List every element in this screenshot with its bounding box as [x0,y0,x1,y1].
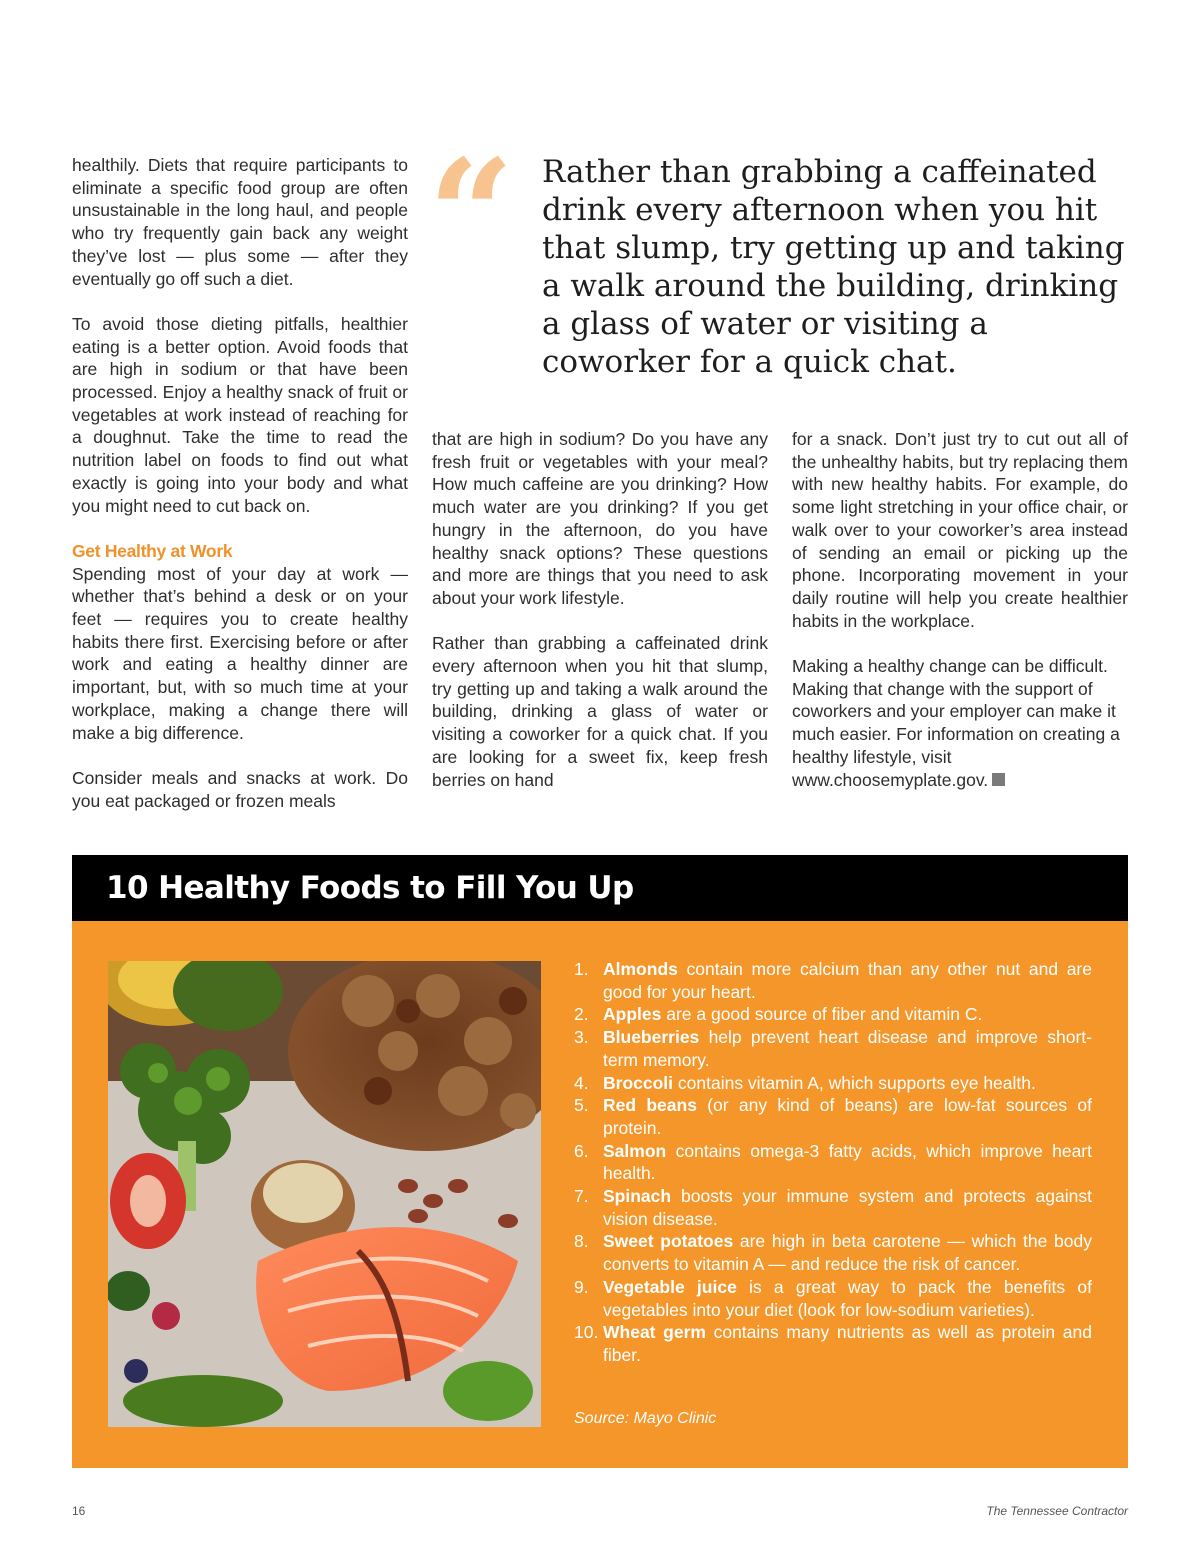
section-block [72,540,408,744]
item-number: 2. [574,1004,589,1025]
food-name: Blueberries [603,1027,700,1048]
list-item [574,958,1092,1003]
healthy-foods-sidebar [72,855,1128,1468]
item-number: 4. [574,1072,589,1093]
food-name: Salmon [603,1140,667,1161]
food-description: contains vitamin A, which supports eye health. [673,1072,1036,1093]
item-number: 1. [574,959,589,979]
food-name: Red beans [603,1095,697,1116]
item-number: 5. [574,1095,589,1116]
food-description: contains omega-3 fatty acids, which improve heart health. [603,1140,1092,1184]
list-item [574,1230,1092,1275]
food-name: Vegetable juice [603,1276,737,1297]
food-description: contain more calcium than any other nut and are good for your heart. [603,959,1092,1002]
list-item [574,1094,1092,1139]
article-paragraph: Consider meals and snacks at work. Do you eat packaged or frozen meals [72,767,408,811]
item-number: 9. [574,1276,589,1297]
list-item [574,1072,1092,1095]
article-paragraph [792,655,1128,791]
article-paragraph: healthily. Diets that require participants to eliminate a specific food group are often unsustainable in the long haul, and people who try frequently gain back any weight they’ve lost — plus some — after they eventually go off such a diet. [72,155,408,289]
food-name: Spinach [603,1186,672,1207]
article-paragraph: for a snack. Don’t just try to cut out all of the unhealthy habits, but try replacing them with new healthy habits. For example, do some light stretching in your office chair, or walk over to your coworker’s area instead of sending an email or picking up the phone. Incorporating movement in your daily routine will help you create healthier habits in the workplace. [792,429,1128,631]
article-paragraph: that are high in sodium? Do you have any fresh fruit or vegetables with your meal? How much caffeine are you drinking? How much water are you drinking? If you get hungry in the afternoon, do you have healthy snack options? These questions and more are things that you need to ask about your work lifestyle. [432,429,768,608]
food-name: Wheat germ [603,1322,706,1343]
food-description: help prevent heart disease and improve short-term memory. [603,1027,1092,1070]
pull-quote: Rather than grabbing a caffeinated drink every afternoon when you hit that slump, try getting up and taking a walk around the building, drinking a glass of water or visiting a coworker for a quick chat. [542,154,1125,380]
end-mark-icon [992,773,1005,786]
food-name: Broccoli [603,1072,674,1093]
item-number: 10. [574,1322,599,1343]
list-item [574,1140,1092,1185]
food-description: are high in beta carotene — which the body converts to vitamin A — and reduce the risk of cancer. [603,1231,1092,1275]
sidebar-title: 10 Healthy Foods to Fill You Up [72,855,1128,921]
food-name: Sweet potatoes [603,1231,734,1252]
list-item [574,1276,1092,1321]
item-number: 6. [574,1140,589,1161]
food-photo [108,961,541,1427]
list-item [574,1003,1092,1026]
item-number: 3. [574,1027,589,1048]
food-description: are a good source of fiber and vitamin C. [661,1004,983,1025]
food-description: (or any kind of beans) are low-fat sources of protein. [603,1095,1092,1138]
list-item [574,1321,1092,1366]
list-item [574,1026,1092,1071]
food-name: Almonds [603,959,678,979]
section-heading: Get Healthy at Work [72,540,233,561]
healthy-foods-list [574,958,1092,1367]
food-description: is a great way to pack the benefits of vegetables into your diet (look for low-sodium varieties). [603,1276,1092,1320]
item-number: 7. [574,1186,589,1207]
article-paragraph: Rather than grabbing a caffeinated drink every afternoon when you hit that slump, try getting up and taking a walk around the building, drinking a glass of water or visiting a coworker for a quick chat. If you are looking for a sweet fix, keep fresh berries on hand [432,633,768,790]
article-paragraph: To avoid those dieting pitfalls, healthier eating is a better option. Avoid foods that are high in sodium or that have been processed. Enjoy a healthy snack of fruit or vegetables at work instead of reaching for a doughnut. Take the time to read the nutrition label on foods to find out what exactly is going into your body and what you might need to cut back on. [72,313,408,516]
food-name: Apples [603,1004,662,1025]
list-item [574,1185,1092,1230]
food-description: boosts your immune system and protects against vision disease. [603,1186,1092,1229]
article-column-3 [792,428,1128,791]
item-number: 8. [574,1231,589,1252]
source-credit: Source: Mayo Clinic [574,1410,717,1427]
page-number: 16 [72,1504,86,1518]
article-paragraph: Spending most of your day at work — whether that’s behind a desk or on your feet — requires you to create healthy habits there first. Exercising before or after work and eating a healthy dinner are important, but, with so much time at your workplace, making a change there will make a big difference. [72,563,408,743]
quote-mark-icon: “ [428,127,515,303]
publication-name: The Tennessee Contractor [986,1504,1128,1518]
article-column-2 [432,428,768,791]
food-description: contains many nutrients as well as protein and fiber. [603,1322,1092,1365]
article-column-1 [72,154,408,812]
closing-paragraph-text: Making a healthy change can be difficult. Making that change with the support of coworkers and your employer can make it much easier. For information on creating a healthy lifestyle, visit www.choosemyplate.gov. [792,656,1120,790]
